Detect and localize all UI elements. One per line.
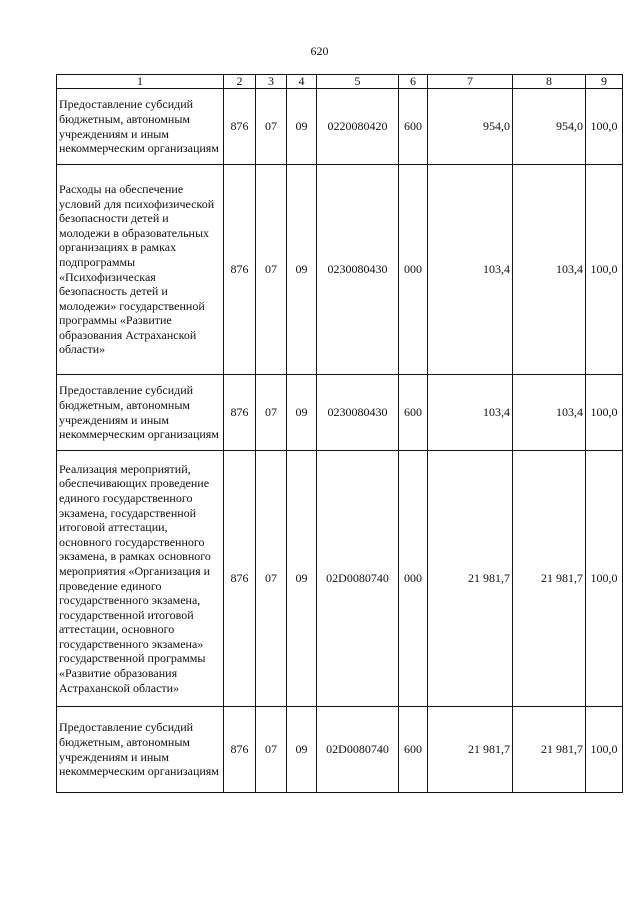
target-article-code: 02D0080740 xyxy=(317,451,399,707)
ministry-code: 876 xyxy=(224,165,256,375)
target-article-code: 0220080420 xyxy=(317,89,399,165)
budget-table xyxy=(56,74,623,793)
execution-percent: 100,0 xyxy=(586,165,623,375)
ministry-code: 876 xyxy=(224,451,256,707)
expense-type-code: 600 xyxy=(399,707,428,793)
execution-percent: 100,0 xyxy=(586,89,623,165)
column-header: 4 xyxy=(287,75,317,89)
subsection-code: 09 xyxy=(287,165,317,375)
column-header: 1 xyxy=(57,75,224,89)
subsection-code: 09 xyxy=(287,375,317,451)
row-description: Расходы на обеспечение условий для психофизической безопасности детей и молодежи в образовательных организациях в рамках подпрограммы «Психофизическая безопасность детей и молодежи» государственной программы «Развитие образования Астраханской области» xyxy=(57,165,224,375)
table-row xyxy=(57,375,623,451)
row-description: Предоставление субсидий бюджетным, автономным учреждениям и иным некоммерческим организациям xyxy=(57,375,224,451)
executed-amount: 103,4 xyxy=(513,375,586,451)
column-header: 6 xyxy=(399,75,428,89)
row-description: Предоставление субсидий бюджетным, автономным учреждениям и иным некоммерческим организациям xyxy=(57,707,224,793)
planned-amount: 103,4 xyxy=(428,375,513,451)
target-article-code: 0230080430 xyxy=(317,375,399,451)
column-header: 8 xyxy=(513,75,586,89)
column-header: 7 xyxy=(428,75,513,89)
ministry-code: 876 xyxy=(224,375,256,451)
column-header: 2 xyxy=(224,75,256,89)
execution-percent: 100,0 xyxy=(586,451,623,707)
column-header: 5 xyxy=(317,75,399,89)
row-description: Предоставление субсидий бюджетным, автономным учреждениям и иным некоммерческим организациям xyxy=(57,89,224,165)
planned-amount: 103,4 xyxy=(428,165,513,375)
subsection-code: 09 xyxy=(287,451,317,707)
ministry-code: 876 xyxy=(224,707,256,793)
expense-type-code: 600 xyxy=(399,375,428,451)
executed-amount: 103,4 xyxy=(513,165,586,375)
planned-amount: 21 981,7 xyxy=(428,451,513,707)
table-row xyxy=(57,707,623,793)
expense-type-code: 000 xyxy=(399,165,428,375)
planned-amount: 954,0 xyxy=(428,89,513,165)
table-row xyxy=(57,165,623,375)
execution-percent: 100,0 xyxy=(586,707,623,793)
page-number: 620 xyxy=(310,44,329,58)
header-row xyxy=(57,75,623,89)
subsection-code: 09 xyxy=(287,89,317,165)
section-code: 07 xyxy=(256,451,287,707)
target-article-code: 0230080430 xyxy=(317,165,399,375)
executed-amount: 21 981,7 xyxy=(513,451,586,707)
expense-type-code: 600 xyxy=(399,89,428,165)
table-row xyxy=(57,451,623,707)
executed-amount: 21 981,7 xyxy=(513,707,586,793)
column-header: 3 xyxy=(256,75,287,89)
column-header: 9 xyxy=(586,75,623,89)
executed-amount: 954,0 xyxy=(513,89,586,165)
row-description: Реализация мероприятий, обеспечивающих проведение единого государственного экзамена, государственной итоговой аттестации, основного государственного экзамена, в рамках основного мероприятия «Организация и проведение единого государственного экзамена, государственной итоговой аттестации, основного государственного экзамена» государственной программы «Развитие образования Астраханской области» xyxy=(57,451,224,707)
table-row xyxy=(57,89,623,165)
section-code: 07 xyxy=(256,89,287,165)
planned-amount: 21 981,7 xyxy=(428,707,513,793)
expense-type-code: 000 xyxy=(399,451,428,707)
target-article-code: 02D0080740 xyxy=(317,707,399,793)
execution-percent: 100,0 xyxy=(586,375,623,451)
ministry-code: 876 xyxy=(224,89,256,165)
section-code: 07 xyxy=(256,165,287,375)
section-code: 07 xyxy=(256,707,287,793)
subsection-code: 09 xyxy=(287,707,317,793)
section-code: 07 xyxy=(256,375,287,451)
